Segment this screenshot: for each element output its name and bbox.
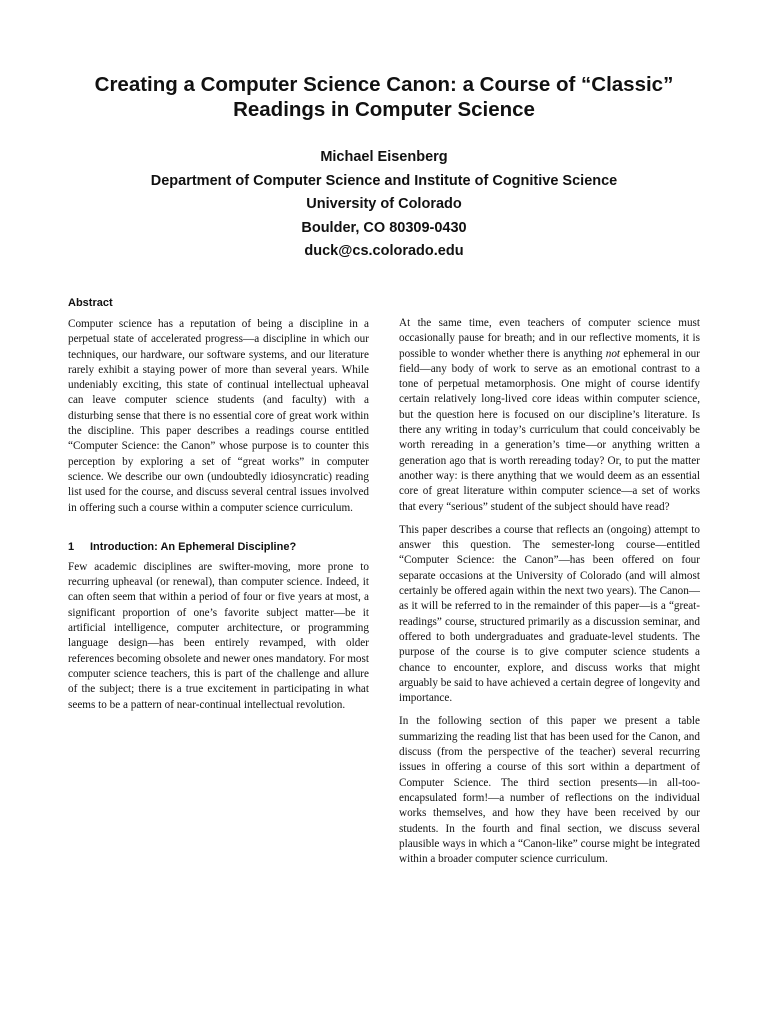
p1-emphasis: not (605, 347, 621, 360)
p1-text-after: ephemeral in our field—any body of work to serve as an emotional contrast to a tone of perpetual metamorphosis. One might of course identify certain relatively long-lived core ideas within computer science, but the question here is focused on our discipline’s literature. Is there any writing in today’s curriculum that could conceivably be worth rereading in a generation’s time—or anything written a generation ago that is worth rereading today? Or, to put the matter another way: is there anything that we would deem as an essential core of great literature within computer science—a set of works that every “serious” student of the subject should have read? (399, 347, 701, 513)
author-block (40, 146, 728, 264)
right-paragraph-1 (399, 316, 700, 515)
section-1-number: 1 (68, 540, 75, 553)
author-email: duck@cs.colorado.edu (304, 243, 464, 259)
right-column (399, 316, 700, 875)
abstract-heading: Abstract (68, 297, 113, 309)
author-university: University of Colorado (306, 196, 462, 212)
section-1-paragraph: Few academic disciplines are swifter-moving, more prone to recurring upheaval (or renewal), than computer science. Indeed, it can often seem that within a period of four or five years at most, a significant proportion of one’s favorite subject matter—be it artificial intelligence, computer architecture, or programming language design—has been entirely revamped, with older references becoming obsolete and newer ones mandatory. For most computer science teachers, this is part of the challenge and allure of the subject; there is a true excitement in participating in what seems to be a pattern of near-continual intellectual revolution. (68, 560, 369, 711)
section-1-heading (68, 540, 369, 554)
title-line-2: Readings in Computer Science (233, 98, 535, 121)
right-paragraph-2: This paper describes a course that reflects an (ongoing) attempt to answer this question. The semester-long course—entitled “Computer Science: the Canon”—has been offered on four separate occasions at the University of Colorado (and will almost certainly be offered again within the next two years). The Canon—as it will be referred to in the remainder of this paper—is a “great-readings” course, structured primarily as a discussion seminar, and offered to both undergraduates and graduate-level students. The purpose of the course is to give computer science students a chance to encounter, explore, and discuss works that might arguably be said to have achieved a certain degree of longevity and importance. (399, 523, 700, 705)
left-column (68, 296, 369, 721)
author-department: Department of Computer Science and Institute of Cognitive Science (150, 172, 618, 189)
title-line-1: Creating a Computer Science Canon: a Course of “Classic” (94, 73, 674, 96)
abstract-text: Computer science has a reputation of being a discipline in a perpetual state of accelerated progress—a discipline in which our techniques, our hardware, our software systems, and our literature rarely exhibit a staying power of more than several years. While undeniably exciting, this state of continual intellectual upheaval can leave computer science students (and faculty) with a disturbing sense that there is no essential core of great work within the discipline. This paper describes a readings course entitled “Computer Science: the Canon” whose purpose is to counter this perception by exploring a set of “great works” in computer science. We describe our own (undoubtedly idiosyncratic) reading list used for the course, and discuss several central issues involved in offering such a course within a computer science curriculum. (68, 318, 369, 514)
paper-title (40, 72, 728, 122)
section-1-title: Introduction: An Ephemeral Discipline? (90, 540, 297, 553)
p1-text-before: At the same time, even teachers of computer science must occasionally pause for breath; and in our reflective moments, it is possible to wonder whether there is anything (399, 317, 700, 360)
author-name: Michael Eisenberg (320, 149, 448, 165)
author-address: Boulder, CO 80309-0430 (301, 219, 467, 236)
right-paragraph-3: In the following section of this paper we present a table summarizing the reading list that has been used for the Canon, and discuss (from the perspective of the teacher) several recurring issues in offering a course of this sort within a department of Computer Science. The third section presents—in all-too-encapsulated form!—a number of reflections on the individual works themselves, and how they have been received by our students. In the fourth and final section, we discuss several plausible ways in which a “Canon-like” course might be integrated within a broader computer science curriculum. (399, 715, 700, 866)
